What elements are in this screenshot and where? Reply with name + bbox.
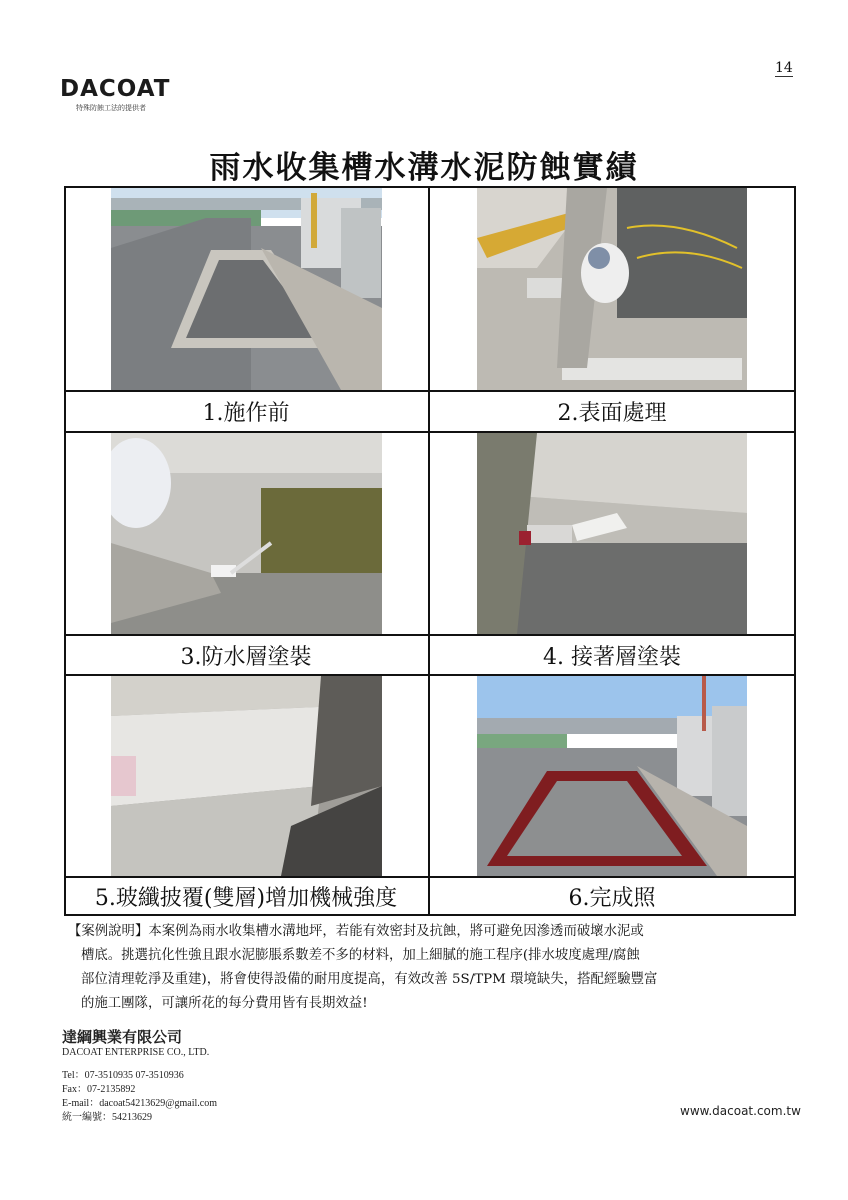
contact-tax-id: 統一編號：54213629 xyxy=(62,1112,152,1123)
step-caption: 6.完成照 xyxy=(568,886,656,911)
website-link[interactable]: www.dacoat.com.tw xyxy=(680,1104,801,1118)
grid-divider xyxy=(64,390,796,392)
step-caption: 1.施作前 xyxy=(202,401,290,426)
company-name: 達綱興業有限公司 xyxy=(62,1028,183,1046)
description-line: 部位清理乾淨及重建)，將會使得設備的耐用度提高，有效改善 5S/TPM 環境缺失，搭配經驗豐富 xyxy=(81,972,658,987)
contact-fax: Fax：07-2135892 xyxy=(62,1084,136,1095)
photo-waterproof-layer xyxy=(111,433,382,634)
page-title: 雨水收集槽水溝水泥防蝕實績 xyxy=(209,150,639,186)
case-description xyxy=(68,920,798,1016)
description-line: 的施工團隊，可讓所花的每分費用皆有長期效益! xyxy=(81,996,368,1011)
description-line: 槽底。挑選抗化性強且跟水泥膨脹系數差不多的材料，加上細膩的施工程序(排水坡度處理/腐蝕 xyxy=(81,948,640,963)
photo-before-construction xyxy=(111,188,382,390)
step-caption: 5.玻纖披覆(雙層)增加機械強度 xyxy=(94,886,398,911)
photo-surface-treatment xyxy=(477,188,747,390)
step-caption: 2.表面處理 xyxy=(557,401,667,426)
step-caption: 3.防水層塗裝 xyxy=(180,645,312,670)
step-caption: 4. 接著層塗裝 xyxy=(543,645,681,670)
grid-divider xyxy=(64,634,796,636)
company-logo: DACOAT xyxy=(60,76,171,102)
photo-adhesive-layer xyxy=(477,433,747,634)
description-line: 【案例說明】本案例為雨水收集槽水溝地坪，若能有效密封及抗蝕，將可避免因滲透而破壞水泥或 xyxy=(68,924,644,939)
photo-finished xyxy=(477,676,747,876)
contact-tel: Tel：07-3510935 07-3510936 xyxy=(62,1070,184,1081)
contact-email: E-mail：dacoat54213629@gmail.com xyxy=(62,1098,218,1109)
company-name-en: DACOAT ENTERPRISE CO., LTD. xyxy=(62,1047,210,1058)
logo-tagline: 特殊防蝕工法的提供者 xyxy=(76,104,146,112)
page-number: 14 xyxy=(775,60,793,76)
grid-divider-vertical xyxy=(428,186,430,916)
grid-divider xyxy=(64,876,796,878)
photo-fiberglass-lining xyxy=(111,676,382,876)
